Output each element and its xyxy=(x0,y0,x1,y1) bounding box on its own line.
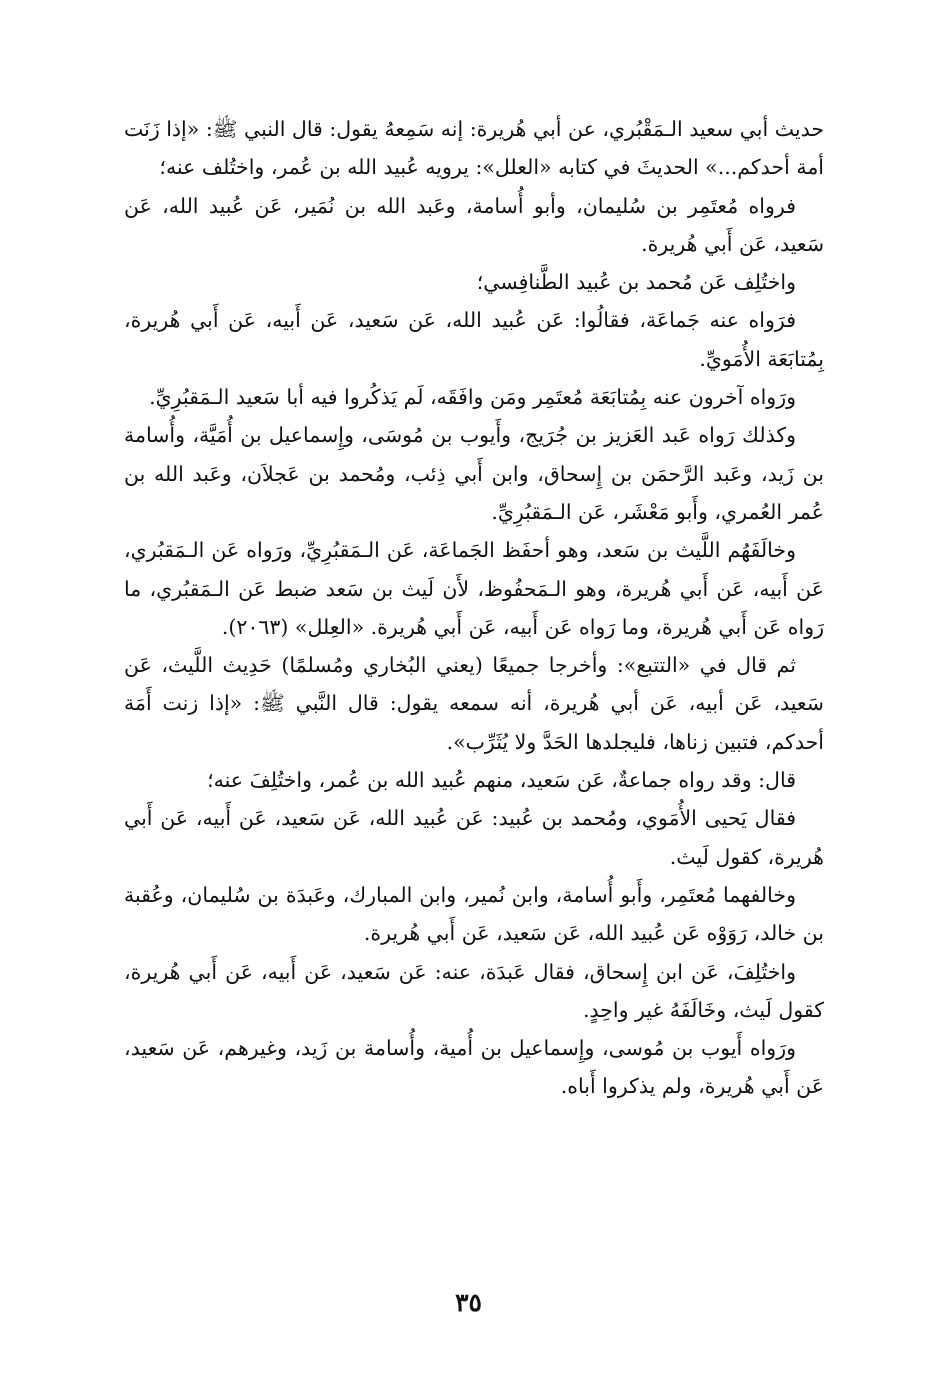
paragraph-7: وخالَفَهُم اللَّيث بن سَعد، وهو أحفَظ الجَماعَة، عَن الـمَقبُرِيِّ، ورَواه عَن الـمَقبُري، عَن أَبيه، عَن أَبي هُريرة، وهو الـمَحفُوظ، لأَن لَيث بن سَعد ضبط عَن الـمَقبُري، ما رَواه عَن أَبي هُريرة، وما رَواه عَن أَبيه، عَن أَبي هُريرة. «العِلل» (٢٠٦٣). xyxy=(124,538,824,639)
paragraph-6: وكذلك رَواه عَبد العَزيز بن جُرَيج، وأَيوب بن مُوسَى، وإِسماعيل بن أُمَيَّة، وأُسامة بن زَيد، وعَبد الرَّحمَن بن إِسحاق، وابن أَبي ذِئب، ومُحمد بن عَجلاَن، وعَبد الله بن عُمر العُمري، وأَبو مَعْشَر، عَن الـمَقبُرِيِّ. xyxy=(124,423,824,524)
paragraph-1: حديث أبي سعيد الـمَقْبُري، عن أبي هُريرة: إنه سَمِعهُ يقول: قال النبي ﷺ: «إذا زَنَت أمة أحدكم...» الحديثَ في كتابه «العلل»: يرويه عُبيد الله بن عُمر، واختُلف عنه؛ xyxy=(123,117,824,180)
paragraph-10: فقال يَحيى الأُمَوي، ومُحمد بن عُبيد: عَن عُبيد الله، عَن سَعيد، عَن أَبيه، عَن أَبي هُريرة، كقول لَيث. xyxy=(124,806,824,869)
paragraph-11: وخالفهما مُعتَمِر، وأَبو أُسامة، وابن نُمير، وابن المبارك، وعَبدَة بن سُليمان، وعُقبة بن خالد، رَوَوْه عَن عُبيد الله، عَن سَعيد، عَن أَبي هُريرة. xyxy=(124,882,824,946)
paragraph-4: فرَواه عنه جَماعَة، فقالُوا: عَن عُبيد الله، عَن سَعيد، عَن أَبيه، عَن أَبي هُريرة، بِمُتابَعَة الأُمَويِّ. xyxy=(124,308,824,371)
paragraph-8: ثم قال في «التتبع»: وأخرجا جميعًا (يعني البُخاري ومُسلمًا) حَدِيث اللَّيث، عَن سَعيد، عَن أبيه، عَن أبي هُريرة، أنه سمعه يقول: قال النَّبي ﷺ: «إذا زنت أَمَة أحدكم، فتبين زناها، فليجلدها الحَدَّ ولا يُثَرِّب». xyxy=(124,653,824,754)
paragraph-13: ورَواه أَيوب بن مُوسى، وإِسماعيل بن أُمية، وأُسامة بن زَيد، وغيرهم، عَن سَعيد، عَن أَبي هُريرة، ولم يذكروا أَباه. xyxy=(124,1036,824,1099)
paragraph-12: واختُلِفَ، عَن ابن إِسحاق، فقال عَبدَة، عنه: عَن سَعيد، عَن أَبيه، عَن أَبي هُريرة، كقول لَيث، وخَالَفَهُ غير واحِدٍ. xyxy=(124,959,824,1022)
page-body-text xyxy=(124,110,824,1106)
paragraph-9: قال: وقد رواه جماعةٌ، عَن سَعيد، منهم عُبيد الله بن عُمر، واختُلِفَ عنه؛ xyxy=(207,768,796,793)
paragraph-2: فرواه مُعتَمِر بن سُليمان، وأبو أُسامة، وعَبد الله بن نُمَير، عَن عُبيد الله، عَن سَعيد، عَن أَبي هُريرة. xyxy=(124,193,824,256)
page-number: ٣٥ xyxy=(455,1288,482,1317)
paragraph-3: واختُلِف عَن مُحمد بن عُبيد الطَّنافِسي؛ xyxy=(476,270,796,295)
paragraph-5: ورَواه آخرون عنه بِمُتابَعَة مُعتَمِر ومَن وافَقَه، لَم يَذكُروا فيه أبا سَعيد الـمَقبُرِيِّ. xyxy=(149,385,796,410)
